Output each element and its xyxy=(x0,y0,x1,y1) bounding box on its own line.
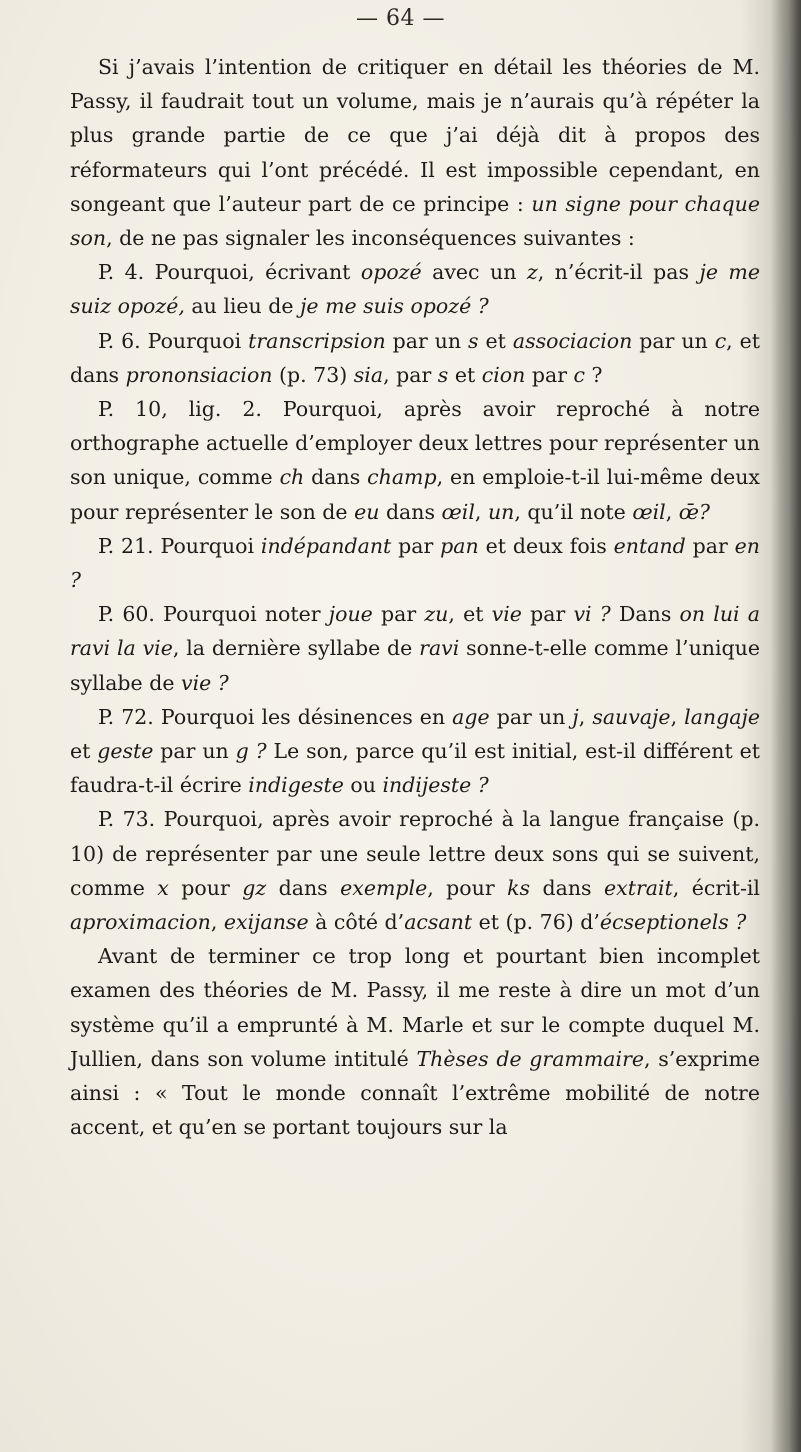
text-run: , écrit-il xyxy=(672,875,760,900)
text-run: avec un xyxy=(421,260,527,285)
italic-text-run: j xyxy=(572,704,579,729)
italic-text-run: écseptionels ? xyxy=(599,910,747,935)
body-text xyxy=(70,50,760,1145)
text-run: Dans xyxy=(610,602,680,627)
text-run: , et xyxy=(448,602,492,627)
paragraph xyxy=(70,255,760,323)
italic-text-run: opozé xyxy=(360,260,422,285)
italic-text-run: champ xyxy=(367,465,437,490)
italic-text-run: gz xyxy=(242,875,267,900)
paragraph xyxy=(70,597,760,700)
italic-text-run: z xyxy=(526,260,538,285)
paragraph xyxy=(70,802,760,939)
text-run: Si j’avais l’intention de critiquer en détail les théories de M. Passy, il faudrait tout un volume, mais je n’aurais qu’à répéter la plus grande partie de ce que j’ai déjà dit à propos des réformateurs qui l’ont précédé. Il est impossible cependant, en songeant que l’auteur part de ce principe : xyxy=(70,55,760,216)
italic-text-run: joue xyxy=(328,602,373,627)
italic-text-run: c xyxy=(714,328,727,353)
italic-text-run: transcripsion xyxy=(248,328,386,353)
text-run: et deux fois xyxy=(478,533,614,558)
italic-text-run: Thèses de grammaire xyxy=(416,1046,645,1071)
italic-text-run: aproximacion xyxy=(70,910,211,935)
text-run: par xyxy=(372,602,425,627)
text-run: par un xyxy=(489,704,573,729)
text-run: ? xyxy=(585,362,603,387)
text-run: , de ne pas signaler les inconséquences suivantes : xyxy=(106,226,635,251)
paragraph xyxy=(70,529,760,597)
paragraph xyxy=(70,392,760,529)
text-run: et xyxy=(448,362,482,387)
italic-text-run: œ̄? xyxy=(678,499,711,524)
text-run: par un xyxy=(385,328,469,353)
italic-text-run: s xyxy=(468,328,479,353)
italic-text-run: sia xyxy=(353,362,384,387)
text-run: dans xyxy=(304,465,368,490)
italic-text-run: exijanse xyxy=(223,910,309,935)
text-run: au lieu de xyxy=(184,294,301,319)
italic-text-run: g ? xyxy=(235,739,267,764)
paragraph xyxy=(70,700,760,803)
text-run: dans xyxy=(530,875,605,900)
italic-text-run: exemple xyxy=(340,875,428,900)
italic-text-run: œil xyxy=(632,499,666,524)
text-run: , xyxy=(670,704,685,729)
text-run: par xyxy=(391,533,441,558)
text-run: , et dans xyxy=(70,328,761,387)
text-run: P. 21. Pourquoi xyxy=(98,533,261,558)
italic-text-run: age xyxy=(452,704,490,729)
italic-text-run: entand xyxy=(613,533,686,558)
italic-text-run: extrait xyxy=(604,875,673,900)
text-run: et xyxy=(478,328,513,353)
italic-text-run: un xyxy=(487,499,515,524)
text-run: par un xyxy=(632,328,715,353)
italic-text-run: je me suiz opozé, xyxy=(70,260,761,319)
text-run: et (p. 76) d’ xyxy=(472,910,600,935)
text-run: par xyxy=(521,602,574,627)
text-run: , en emploie-t-il lui-même deux pour représenter le son de xyxy=(70,465,760,524)
text-run: P. 72. Pourquoi les désinences en xyxy=(98,704,453,729)
text-run: dans xyxy=(266,875,341,900)
italic-text-run: prononsiacion xyxy=(125,362,273,387)
italic-text-run: pan xyxy=(440,533,479,558)
paragraph xyxy=(70,324,760,392)
italic-text-run: vie xyxy=(491,602,522,627)
italic-text-run: x xyxy=(157,875,169,900)
text-run: à côté d’ xyxy=(308,910,405,935)
text-run: Avant de terminer ce trop long et pourtant bien incomplet examen des théories de M. Passy, il me reste à dire un mot d’un système qu’il a emprunté à M. Marle et sur le compte duquel M. Jullien, dans son volume intitulé xyxy=(70,944,760,1071)
text-run: , xyxy=(210,910,224,935)
italic-text-run: on lui a ravi la vie xyxy=(70,602,760,661)
text-run: par xyxy=(525,362,574,387)
text-run: P. 4. Pourquoi, écrivant xyxy=(98,260,361,285)
text-run: P. 73. Pourquoi, après avoir reproché à la langue française (p. 10) de représenter par une seule lettre deux sons qui se suivent, comme xyxy=(70,807,760,900)
paragraph xyxy=(70,50,760,255)
italic-text-run: sauvaje xyxy=(592,704,671,729)
italic-text-run: c xyxy=(573,362,585,387)
italic-text-run: ch xyxy=(279,465,305,490)
text-run: , la dernière syllabe de xyxy=(172,636,420,661)
page-edge-shadow xyxy=(771,0,801,1452)
text-run: pour xyxy=(168,875,243,900)
italic-text-run: œil xyxy=(441,499,475,524)
text-run: , s’exprime ainsi : « Tout le monde connaît l’extrême mobilité de notre accent, et qu’en se portant toujours sur la xyxy=(70,1046,761,1140)
text-run: (p. 73) xyxy=(272,362,354,387)
text-run: , par xyxy=(383,362,438,387)
italic-text-run: langaje xyxy=(684,704,760,729)
italic-text-run: vi ? xyxy=(573,602,611,627)
italic-text-run: vie ? xyxy=(180,670,229,695)
italic-text-run: je me suis opozé ? xyxy=(300,294,489,319)
text-run: , n’écrit-il pas xyxy=(537,260,700,285)
text-run: , xyxy=(665,499,679,524)
italic-text-run: eu xyxy=(354,499,380,524)
text-run: dans xyxy=(379,499,442,524)
text-run: ou xyxy=(343,773,383,798)
text-run: et xyxy=(70,739,98,764)
text-run: sonne-t-elle comme l’unique syllabe de xyxy=(70,636,760,695)
italic-text-run: zu xyxy=(424,602,449,627)
italic-text-run: s xyxy=(437,362,449,387)
text-run: P. 6. Pourquoi xyxy=(98,328,249,353)
page-number: — 64 — xyxy=(356,6,445,31)
italic-text-run: geste xyxy=(97,739,154,764)
italic-text-run: un signe pour chaque son xyxy=(70,191,760,251)
italic-text-run: indépandant xyxy=(260,533,392,558)
italic-text-run: indigeste xyxy=(248,773,344,798)
text-run: P. 60. Pourquoi noter xyxy=(98,602,329,627)
italic-text-run: en ? xyxy=(70,533,760,593)
text-run: P. 10, lig. 2. Pourquoi, après avoir reproché à notre orthographe actuelle d’employer deux lettres pour représenter un son unique, comme xyxy=(70,397,760,490)
italic-text-run: indijeste ? xyxy=(382,773,489,798)
text-run: par xyxy=(685,533,735,558)
paragraph xyxy=(70,939,760,1144)
italic-text-run: cion xyxy=(481,362,526,387)
italic-text-run: associacion xyxy=(512,328,633,353)
italic-text-run: ks xyxy=(507,875,531,900)
text-run: par un xyxy=(153,739,236,764)
text-run: , pour xyxy=(427,875,508,900)
text-run: , xyxy=(578,704,593,729)
text-run: Le son, parce qu’il est initial, est-il différent et faudra-t-il écrire xyxy=(70,739,760,798)
text-run: , qu’il note xyxy=(514,499,633,524)
italic-text-run: acsant xyxy=(404,910,473,935)
text-run: , xyxy=(474,499,488,524)
italic-text-run: ravi xyxy=(419,636,460,661)
